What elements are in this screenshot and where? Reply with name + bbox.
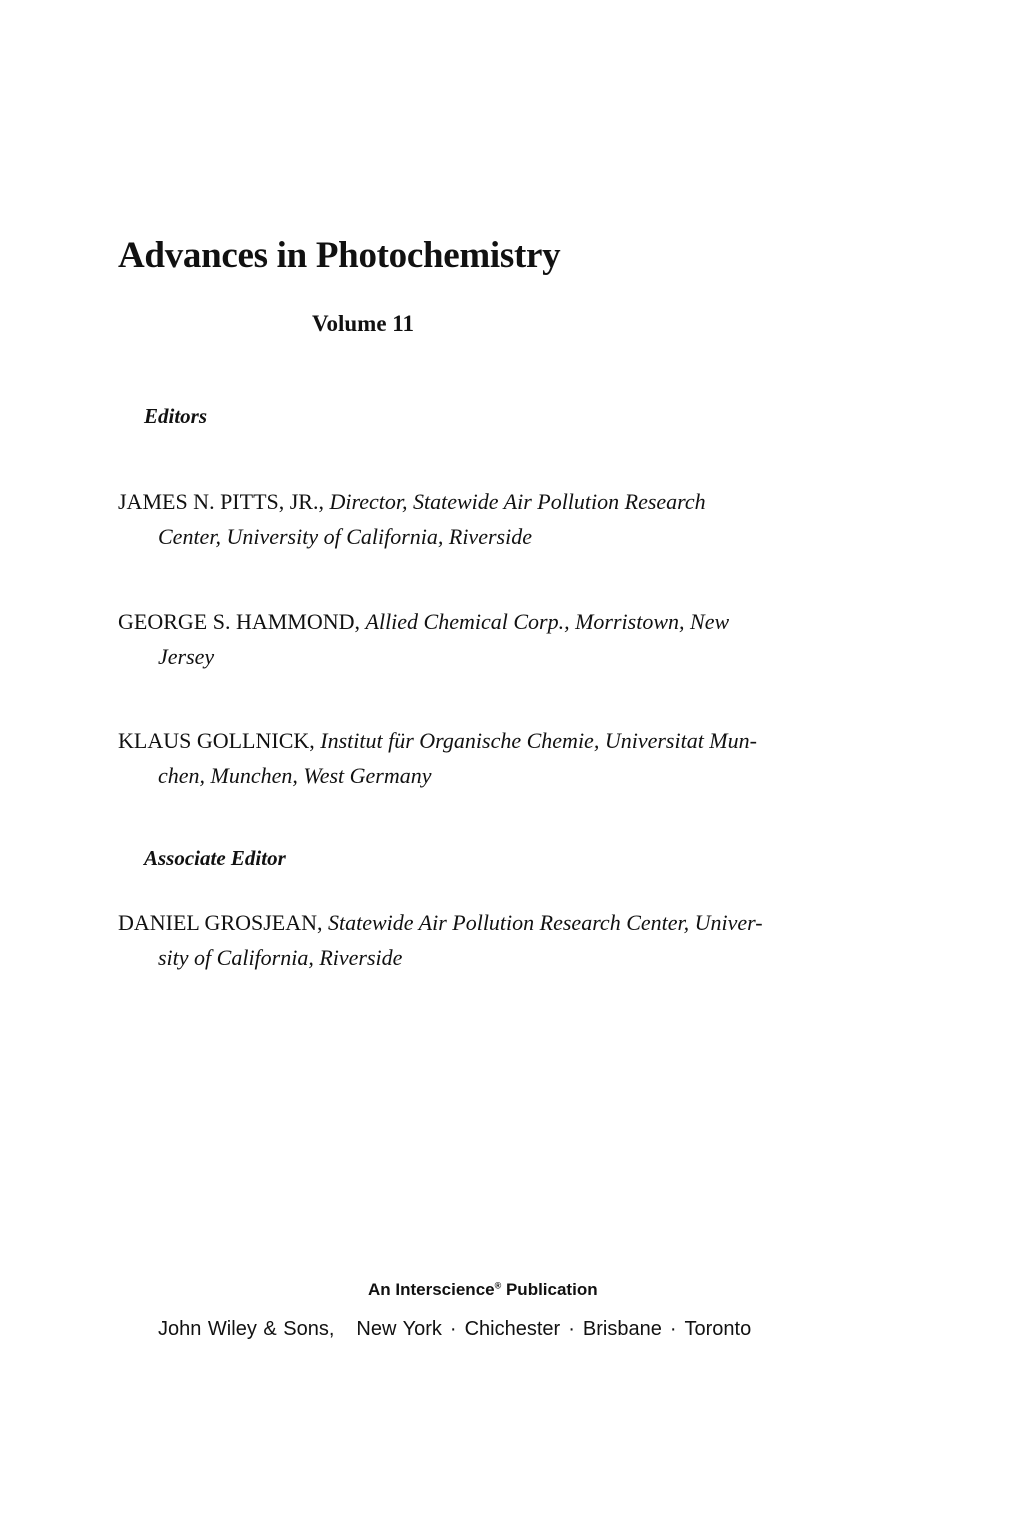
city-brisbane: Brisbane bbox=[582, 1318, 662, 1340]
book-title: Advances in Photochemistry bbox=[118, 235, 561, 276]
editor-name: DANIEL GROSJEAN, bbox=[118, 910, 329, 935]
editor-affiliation: Allied Chemical Corp., Morristown, New bbox=[365, 609, 730, 634]
publisher-name: John Wiley & Sons, bbox=[158, 1318, 335, 1340]
editor-affiliation: Statewide Air Pollution Research Center, Univer- bbox=[328, 910, 763, 935]
editor-affiliation-continued: sity of California, Riverside bbox=[158, 945, 403, 970]
editor-entry-line bbox=[118, 484, 898, 519]
editor-name: GEORGE S. HAMMOND, bbox=[118, 609, 366, 634]
separator-dot: · bbox=[669, 1318, 677, 1340]
editor-affiliation: Institut für Organische Chemie, Universitat Mun- bbox=[320, 728, 757, 753]
editor-name: JAMES N. PITTS, JR., bbox=[118, 489, 330, 514]
publisher-line bbox=[158, 1318, 751, 1341]
imprint-prefix: An Interscience bbox=[368, 1280, 495, 1299]
separator-dot: · bbox=[568, 1318, 575, 1340]
editor-entry-gollnick bbox=[118, 723, 898, 793]
editor-entry-pitts bbox=[118, 484, 898, 554]
editor-affiliation: Director, Statewide Air Pollution Research bbox=[329, 489, 706, 514]
registered-mark: ® bbox=[494, 1280, 502, 1291]
editor-affiliation-continued: Jersey bbox=[158, 644, 215, 669]
publication-imprint bbox=[368, 1280, 598, 1300]
editor-entry-line bbox=[118, 604, 898, 639]
volume-number: Volume 11 bbox=[312, 311, 415, 336]
editor-affiliation-continued: Center, University of California, Riverside bbox=[158, 524, 532, 549]
editor-affiliation-continued: chen, Munchen, West Germany bbox=[158, 763, 432, 788]
editors-heading: Editors bbox=[144, 404, 208, 428]
city-toronto: Toronto bbox=[684, 1318, 752, 1340]
editor-entry-line bbox=[118, 723, 898, 758]
imprint-suffix: Publication bbox=[501, 1280, 598, 1299]
editor-name: KLAUS GOLLNICK, bbox=[118, 728, 321, 753]
editor-entry-hammond bbox=[118, 604, 898, 674]
city-new-york: New York bbox=[356, 1318, 442, 1340]
separator-dot: · bbox=[449, 1318, 457, 1340]
associate-editor-heading: Associate Editor bbox=[144, 846, 286, 870]
editor-entry-line bbox=[118, 905, 898, 940]
city-chichester: Chichester bbox=[464, 1318, 561, 1340]
associate-editor-entry bbox=[118, 905, 898, 975]
